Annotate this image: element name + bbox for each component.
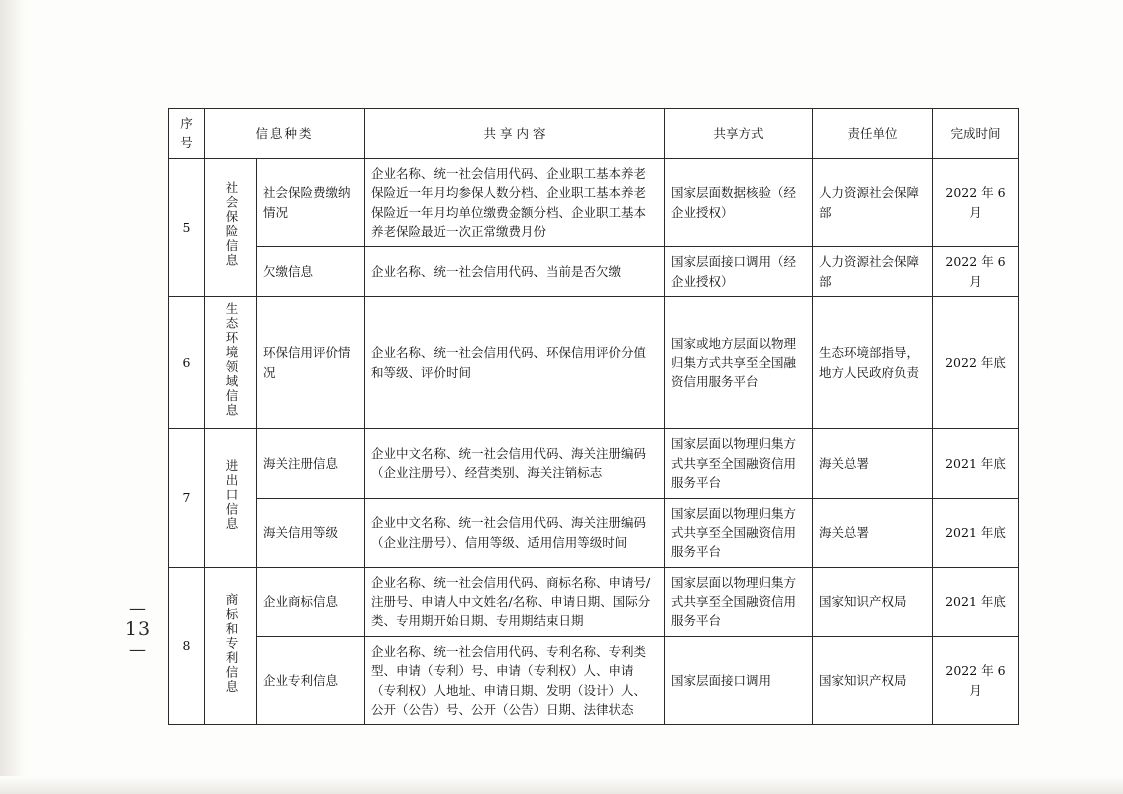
row-method: 国家层面以物理归集方式共享至全国融资信用服务平台 xyxy=(665,429,813,498)
row-seq: 5 xyxy=(169,158,205,296)
header-time: 完成时间 xyxy=(933,109,1019,159)
header-content: 共 享 内 容 xyxy=(365,109,665,159)
row-content: 企业中文名称、统一社会信用代码、海关注册编码（企业注册号）、信用等级、适用信用等级时间 xyxy=(365,498,665,567)
row-time: 2021 年底 xyxy=(933,567,1019,636)
header-seq: 序号 xyxy=(169,109,205,159)
row-content: 企业名称、统一社会信用代码、环保信用评价分值和等级、评价时间 xyxy=(365,297,665,429)
row-time: 2022 年 6 月 xyxy=(933,158,1019,247)
row-time: 2022 年 6 月 xyxy=(933,247,1019,297)
row-kind: 海关信用等级 xyxy=(257,498,365,567)
row-unit: 海关总署 xyxy=(813,429,933,498)
row-method: 国家层面以物理归集方式共享至全国融资信用服务平台 xyxy=(665,567,813,636)
row-unit: 国家知识产权局 xyxy=(813,636,933,725)
row-content: 企业名称、统一社会信用代码、商标名称、申请号/注册号、申请人中文姓名/名称、申请日期、国际分类、专用期开始日期、专用期结束日期 xyxy=(365,567,665,636)
table-header-row xyxy=(169,109,1019,159)
row-content: 企业名称、统一社会信用代码、专利名称、专利类型、申请（专利）号、申请（专利权）人、申请（专利权）人地址、申请日期、发明（设计）人、公开（公告）号、公开（公告）日期、法律状态 xyxy=(365,636,665,725)
row-unit: 国家知识产权局 xyxy=(813,567,933,636)
row-category xyxy=(205,158,257,296)
row-seq: 8 xyxy=(169,567,205,725)
page-number-dash-top: — xyxy=(129,599,147,619)
row-category xyxy=(205,429,257,567)
row-method: 国家层面以物理归集方式共享至全国融资信用服务平台 xyxy=(665,498,813,567)
header-kind: 信息种类 xyxy=(205,109,365,159)
row-content: 企业名称、统一社会信用代码、当前是否欠缴 xyxy=(365,247,665,297)
row-kind: 企业专利信息 xyxy=(257,636,365,725)
row-kind: 环保信用评价情况 xyxy=(257,297,365,429)
page-number-value: 13 xyxy=(124,617,152,640)
page-number xyxy=(118,600,158,659)
row-category xyxy=(205,567,257,725)
table-row xyxy=(169,429,1019,498)
row-unit: 人力资源社会保障部 xyxy=(813,158,933,247)
scan-edge-left xyxy=(0,0,26,794)
row-time: 2021 年底 xyxy=(933,429,1019,498)
row-category-label: 商标和专利信息 xyxy=(223,592,239,694)
row-kind: 欠缴信息 xyxy=(257,247,365,297)
row-unit: 生态环境部指导，地方人民政府负责 xyxy=(813,297,933,429)
information-sharing-table xyxy=(168,108,1019,725)
row-category-label: 生态环境领域信息 xyxy=(223,302,239,418)
table-row xyxy=(169,498,1019,567)
header-unit: 责任单位 xyxy=(813,109,933,159)
row-unit: 人力资源社会保障部 xyxy=(813,247,933,297)
row-kind: 社会保险费缴纳情况 xyxy=(257,158,365,247)
row-time: 2022 年 6 月 xyxy=(933,636,1019,725)
table-row xyxy=(169,567,1019,636)
row-content: 企业名称、统一社会信用代码、企业职工基本养老保险近一年月均参保人数分档、企业职工基本养老保险近一年月均单位缴费金额分档、企业职工基本养老保险最近一次正常缴费月份 xyxy=(365,158,665,247)
row-time: 2021 年底 xyxy=(933,498,1019,567)
row-method: 国家层面数据核验（经企业授权） xyxy=(665,158,813,247)
scan-edge-bottom xyxy=(0,776,1123,794)
row-category xyxy=(205,297,257,429)
row-kind: 海关注册信息 xyxy=(257,429,365,498)
row-unit: 海关总署 xyxy=(813,498,933,567)
table-row xyxy=(169,297,1019,429)
row-method: 国家层面接口调用 xyxy=(665,636,813,725)
row-category-label: 社会保险信息 xyxy=(223,181,239,269)
row-category-label: 进出口信息 xyxy=(223,459,239,532)
page-number-dash-bottom: — xyxy=(129,639,147,660)
row-method: 国家或地方层面以物理归集方式共享至全国融资信用服务平台 xyxy=(665,297,813,429)
row-method: 国家层面接口调用（经企业授权） xyxy=(665,247,813,297)
row-seq: 6 xyxy=(169,297,205,429)
row-kind: 企业商标信息 xyxy=(257,567,365,636)
table-row xyxy=(169,158,1019,247)
table-row xyxy=(169,247,1019,297)
row-seq: 7 xyxy=(169,429,205,567)
table-row xyxy=(169,636,1019,725)
header-method: 共享方式 xyxy=(665,109,813,159)
row-content: 企业中文名称、统一社会信用代码、海关注册编码（企业注册号）、经营类别、海关注销标志 xyxy=(365,429,665,498)
row-time: 2022 年底 xyxy=(933,297,1019,429)
